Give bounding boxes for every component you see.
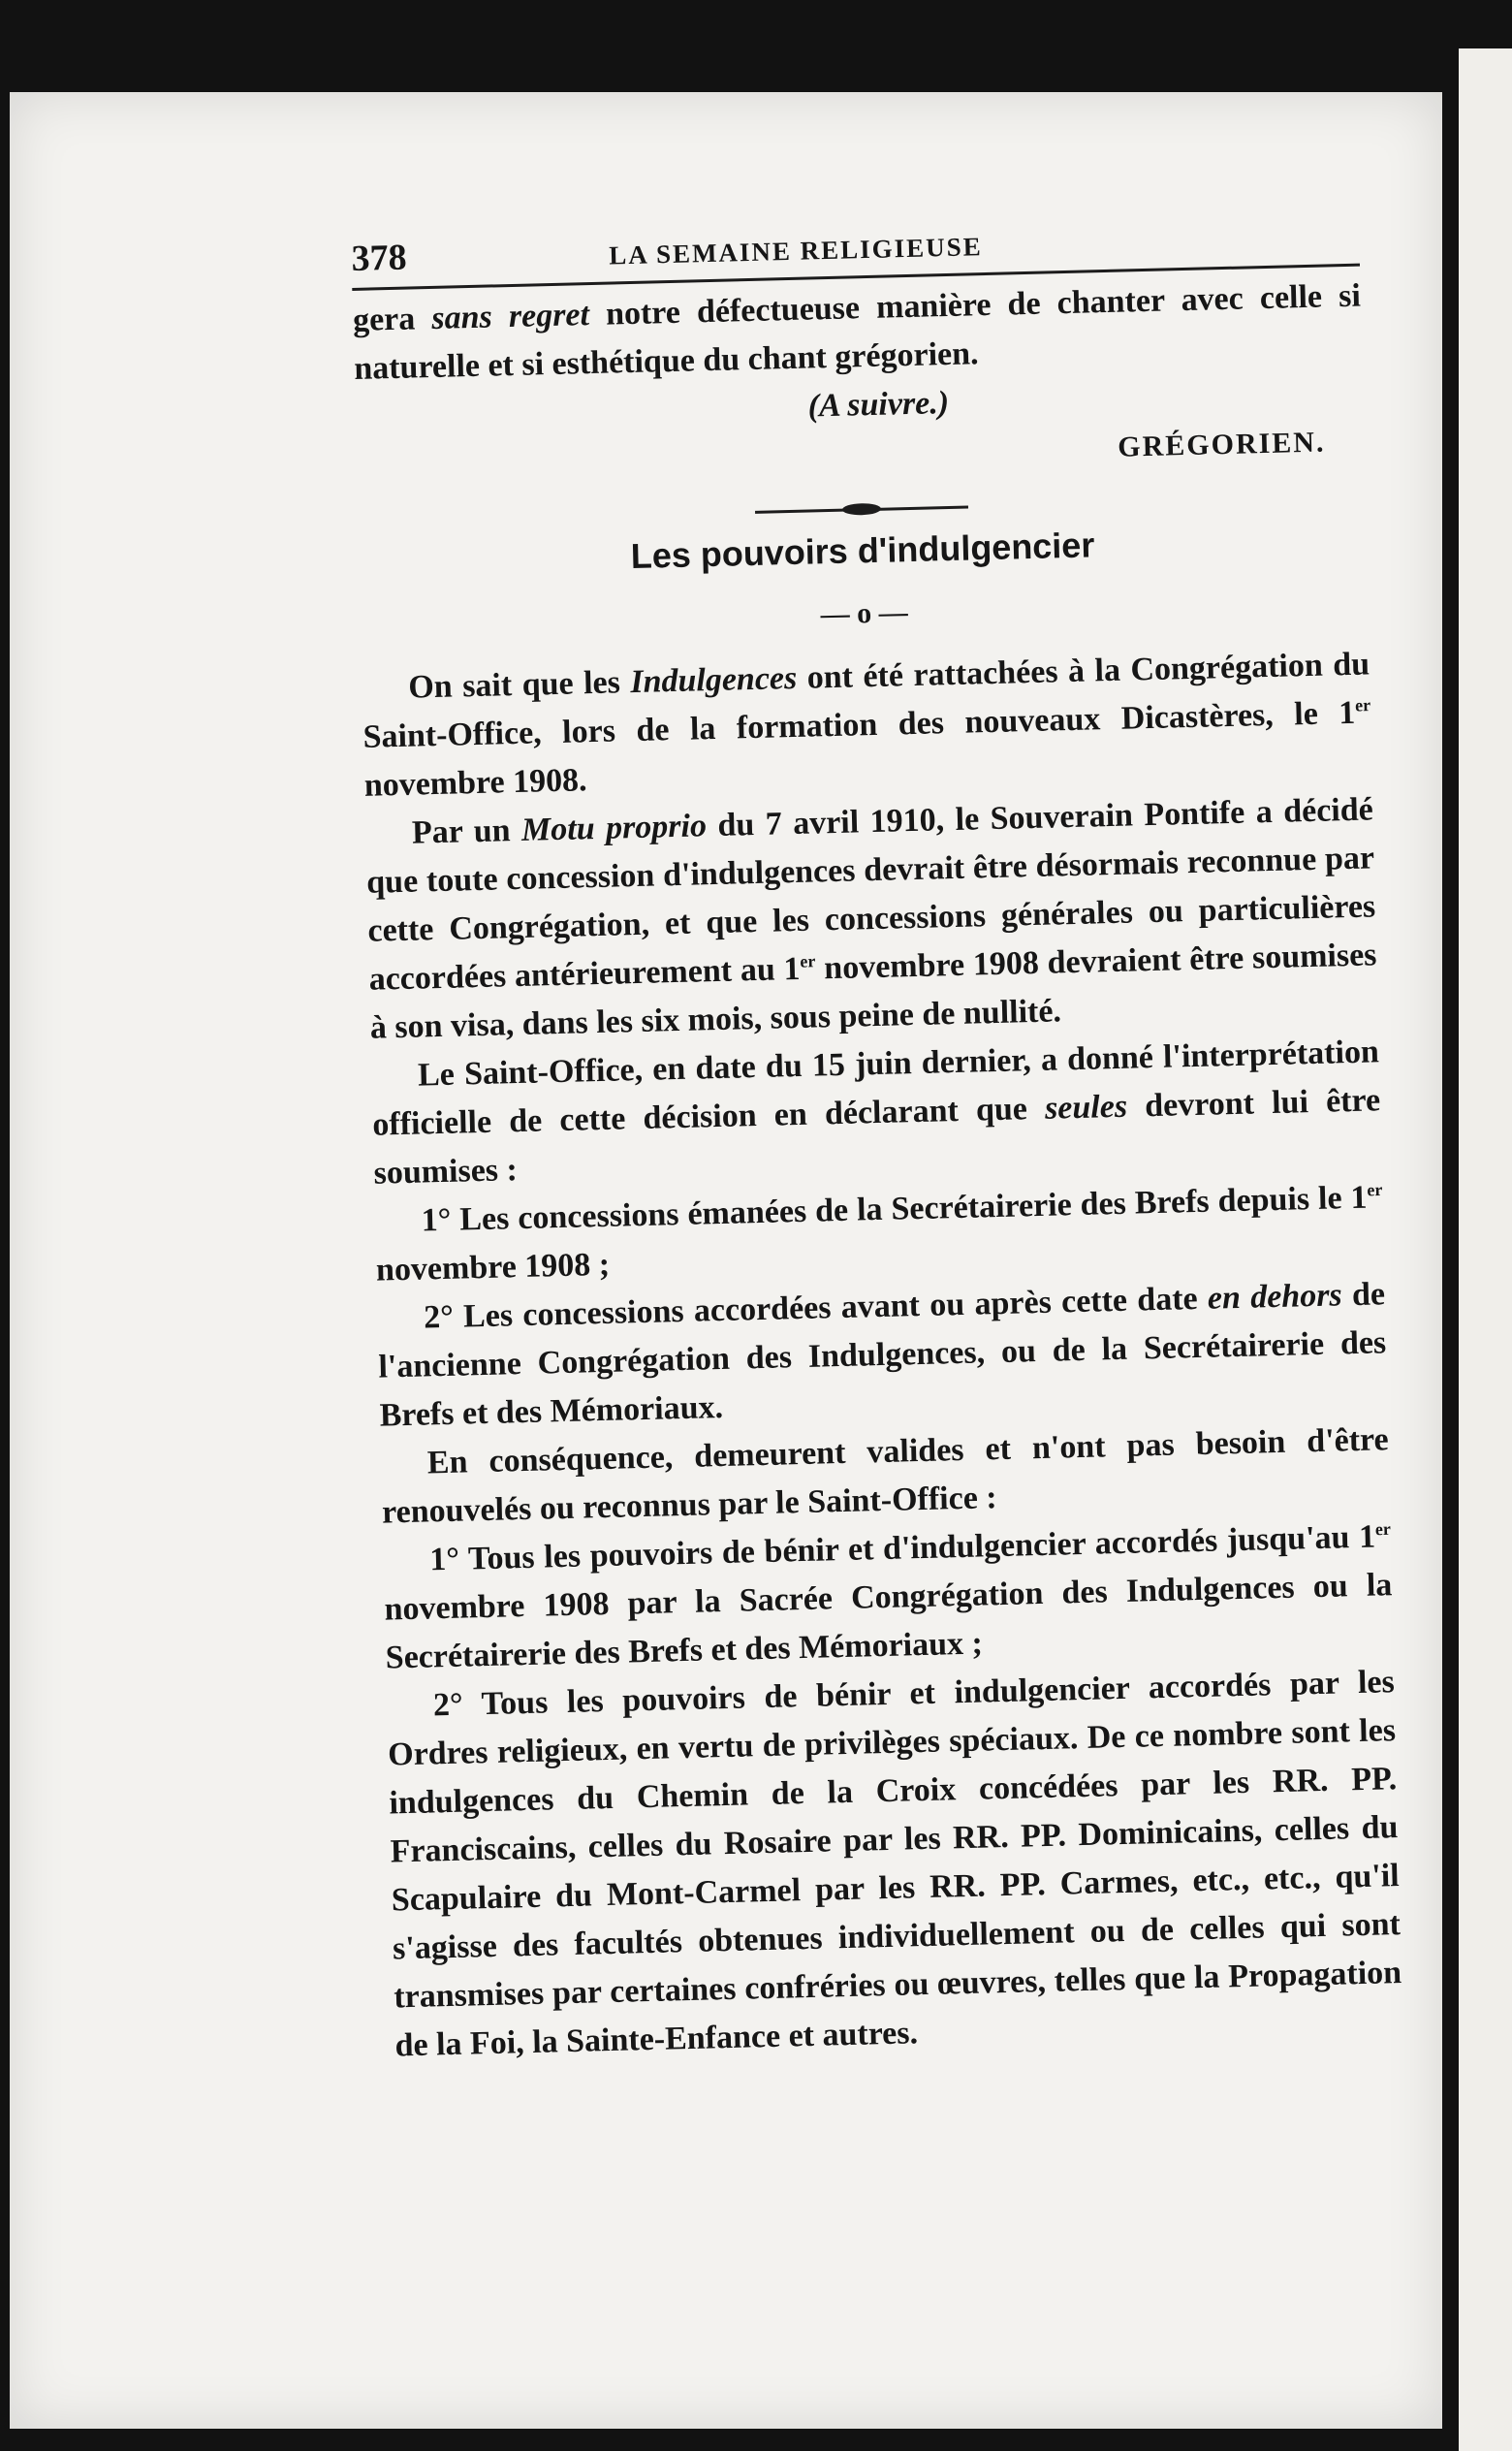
page-number: 378 xyxy=(351,237,408,279)
continuation-paragraph: gera sans regret notre défectueuse manière de chanter avec celle si naturelle et si esthétique du chant grégorien. xyxy=(352,277,1362,387)
list-item: 1° Les concessions émanées de la Secrétairerie des Brefs depuis le 1er novembre 1908 ; xyxy=(375,1179,1383,1289)
paragraph: On sait que les Indulgences ont été rattachées à la Congrégation du Saint-Office, lors de la formation des nouveaux Dicastères, le 1er novembre 1908. xyxy=(362,646,1371,804)
title-separator: — o — xyxy=(820,596,909,631)
list-item: 1° Tous les pouvoirs de bénir et d'indulgencier accordés jusqu'au 1er novembre 1908 par la Sacrée Congrégation des Indulgences ou la Secrétairerie des Brefs et des Mémoriaux ; xyxy=(384,1518,1393,1676)
header-spacer xyxy=(1302,246,1360,247)
paragraph: Le Saint-Office, en date du 15 juin dernier, a donné l'interprétation officielle de cette décision en déclarant que seules devront lui être soumises : xyxy=(371,1034,1381,1192)
to-be-continued: (A suivre.) xyxy=(807,384,950,425)
author-signature: GRÉGORIEN. xyxy=(1117,426,1326,463)
list-item: 2° Les concessions accordées avant ou après cette date en dehors de l'ancienne Congrégation des Indulgences, ou de la Secrétairerie des Brefs et des Mémoriaux. xyxy=(378,1276,1387,1434)
section-divider-ornament xyxy=(755,497,968,522)
running-head: LA SEMAINE RELIGIEUSE xyxy=(608,232,984,271)
adjacent-page-edge xyxy=(1459,48,1512,2451)
page-content xyxy=(351,213,1403,2071)
paragraph: Par un Motu proprio du 7 avril 1910, le Souverain Pontife a décidé que toute concession d'indulgences devrait être désormais reconnue par cette Congrégation, et que les concessions générales ou particulières accordées antérieurement au 1er novembre 1908 devraient être soumises à son visa, dans les six mois, sous peine de nullité. xyxy=(365,791,1377,1046)
article-title: Les pouvoirs d'indulgencier xyxy=(630,525,1095,577)
list-item: 2° Tous les pouvoirs de bénir et indulgencier accordés par les Ordres religieux, en vertu de privilèges spéciaux. De ce nombre sont les indulgences du Chemin de la Croix concédées par les RR. PP. Franciscains, celles du Rosaire par les RR. PP. Dominicains, celles du Scapulaire du Mont-Carmel par les RR. PP. Carmes, etc., etc., qu'il s'agisse des facultés obtenues individuellement ou de celles qui sont transmises par certaines confréries ou œuvres, telles que la Propagation de la Foi, la Sainte-Enfance et autres. xyxy=(387,1664,1402,2064)
paragraph: En conséquence, demeurent valides et n'ont pas besoin d'être renouvelés ou reconnus par le Saint-Office : xyxy=(381,1421,1390,1531)
